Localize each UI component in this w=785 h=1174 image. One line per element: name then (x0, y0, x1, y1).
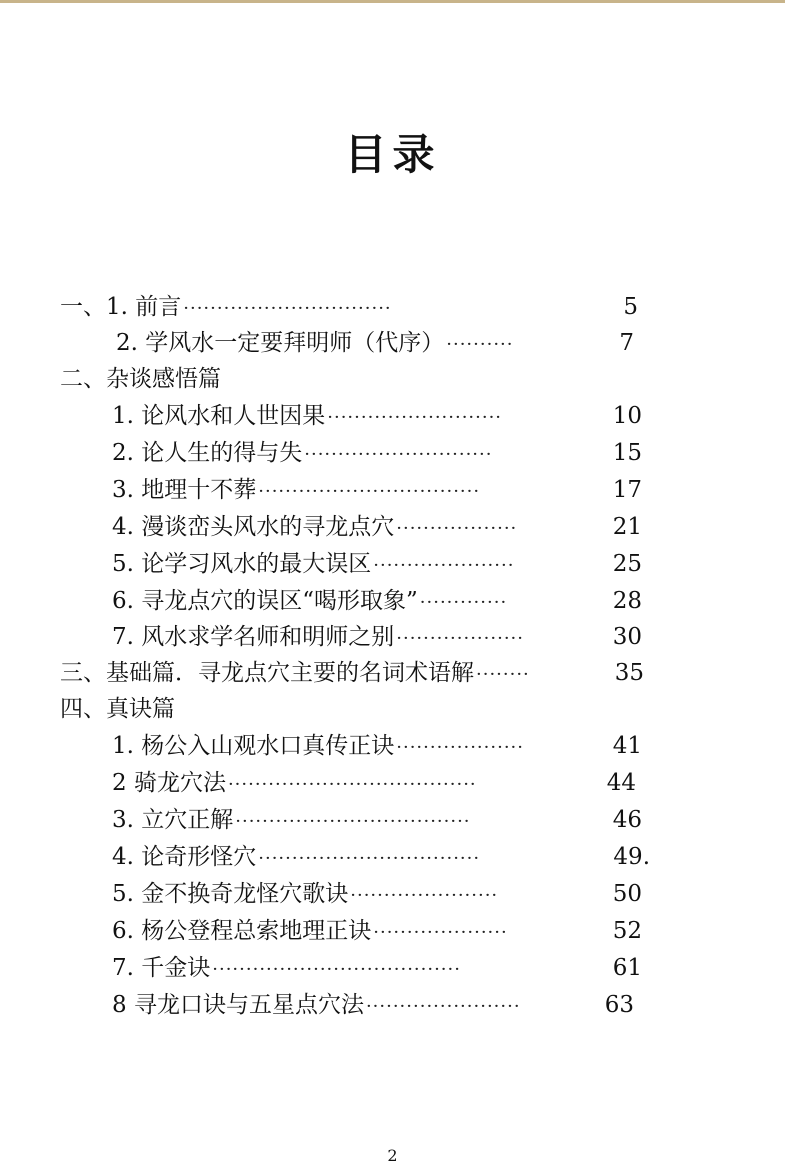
toc-entry[interactable] (116, 324, 634, 360)
toc-leader-dots: ··················· (396, 737, 524, 758)
toc-entry[interactable] (112, 471, 642, 507)
toc-leader-dots: ·················· (396, 518, 518, 539)
toc-page-number: 35 (614, 660, 644, 686)
toc-leader-dots: ······················· (365, 996, 521, 1017)
toc-entry-label: 1. 杨公入山观水口真传正诀 (112, 733, 395, 759)
toc-entry-label: 5. 论学习风水的最大误区 (112, 551, 372, 577)
toc-page-number: 44 (606, 770, 636, 796)
toc-leader-dots: ········ (476, 664, 530, 685)
toc-leader-dots: ······················ (350, 885, 499, 906)
toc-leader-dots: ···························· (304, 444, 493, 465)
toc-leader-dots: ·········· (446, 334, 514, 355)
toc-leader-dots: ····················· (373, 555, 515, 576)
toc-leader-dots: ······························· (183, 298, 392, 319)
toc-entry-label: 2. 学风水一定要拜明师（代序） (116, 330, 445, 356)
toc-entry-label: 2 骑龙穴法 (112, 770, 226, 796)
toc-page-number: 30 (612, 624, 642, 650)
toc-entry-label: 三、基础篇．寻龙点穴主要的名词术语解 (60, 660, 474, 686)
toc-entry[interactable] (112, 545, 642, 581)
toc-entry[interactable] (112, 986, 634, 1022)
toc-entry-label: 4. 论奇形怪穴 (112, 844, 257, 870)
toc-entry[interactable] (112, 434, 642, 470)
toc-leader-dots: ································· (258, 848, 481, 869)
toc-section-heading[interactable]: 二、杂谈感悟篇 (60, 366, 221, 392)
toc-entry[interactable] (60, 654, 644, 690)
toc-entry[interactable] (112, 838, 650, 874)
toc-page-number: 21 (612, 514, 642, 540)
toc-entry-label: 2. 论人生的得与失 (112, 440, 303, 466)
toc-entry-label: 3. 立穴正解 (112, 807, 234, 833)
toc-page-number: 28 (612, 588, 642, 614)
toc-entry[interactable] (112, 949, 642, 985)
toc-entry-label: 7. 千金诀 (112, 955, 211, 981)
toc-entry-label: 7. 风水求学名师和明师之别 (112, 624, 395, 650)
toc-entry-label: 一、1. 前言 (60, 294, 182, 320)
toc-entry[interactable] (112, 508, 642, 544)
toc-leader-dots: ···················· (373, 922, 508, 943)
toc-entry[interactable] (60, 288, 638, 324)
toc-page-number: 10 (612, 403, 642, 429)
toc-page-number: 41 (612, 733, 642, 759)
toc-entry-label: 8 寻龙口诀与五星点穴法 (112, 992, 364, 1018)
page-number: 2 (387, 1146, 398, 1165)
toc-page-number: 49. (613, 844, 650, 870)
toc-leader-dots: ·························· (327, 407, 503, 428)
toc-entry[interactable] (112, 912, 642, 948)
toc-page-number: 50 (612, 881, 642, 907)
toc-page-number: 25 (612, 551, 642, 577)
toc-page-number: 15 (612, 440, 642, 466)
toc-entry[interactable] (112, 397, 642, 433)
toc-leader-dots: ····································· (227, 774, 477, 795)
toc-page-number: 63 (604, 992, 634, 1018)
toc-leader-dots: ································· (258, 481, 481, 502)
toc-page-number: 61 (612, 955, 642, 981)
toc-leader-dots: ············· (419, 592, 508, 613)
page-title: 目录 (344, 130, 441, 179)
toc-page-number: 7 (619, 330, 634, 356)
toc-entry-label: 4. 漫谈峦头风水的寻龙点穴 (112, 514, 395, 540)
toc-entry[interactable] (112, 875, 642, 911)
toc-entry-label: 1. 论风水和人世因果 (112, 403, 326, 429)
toc-section-heading[interactable]: 四、真诀篇 (60, 696, 175, 722)
toc-entry-label: 6. 杨公登程总索地理正诀 (112, 918, 372, 944)
toc-entry[interactable] (112, 618, 642, 654)
toc-page-number: 17 (612, 477, 642, 503)
toc-page-number: 52 (612, 918, 642, 944)
toc-page-number: 5 (623, 294, 638, 320)
toc-entry-label: 6. 寻龙点穴的误区“喝形取象” (112, 588, 418, 614)
toc-leader-dots: ····································· (212, 959, 461, 980)
toc-entry[interactable] (112, 582, 642, 618)
toc-entry-label: 3. 地理十不葬 (112, 477, 257, 503)
toc-leader-dots: ··················· (396, 628, 524, 649)
toc-entry[interactable] (112, 801, 642, 837)
toc-leader-dots: ··································· (235, 811, 471, 832)
toc-page-number: 46 (612, 807, 642, 833)
toc-entry[interactable] (112, 727, 642, 763)
toc-entry-label: 5. 金不换奇龙怪穴歌诀 (112, 881, 349, 907)
toc-entry[interactable] (112, 764, 636, 800)
